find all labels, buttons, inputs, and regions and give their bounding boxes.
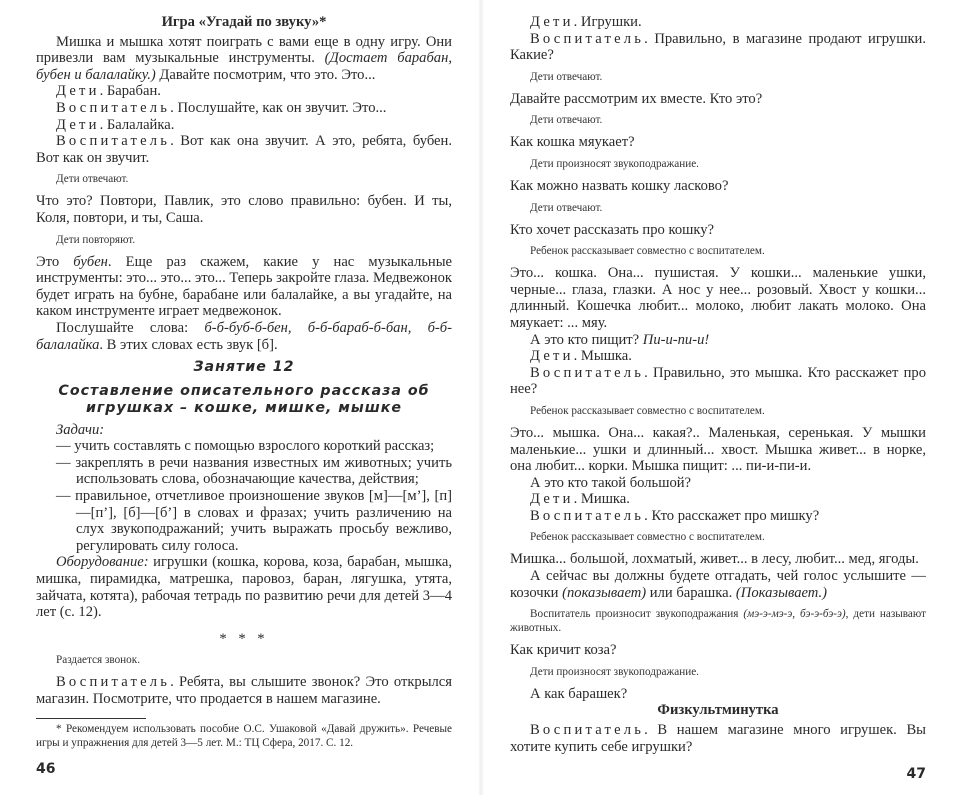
text: или барашка. [646, 584, 736, 601]
text: Ребенок рассказывает совместно с воспитателем. [530, 531, 765, 544]
paragraph [510, 348, 926, 365]
speaker-name: Дети [530, 348, 574, 365]
stage-direction [530, 665, 926, 679]
paragraph [510, 722, 926, 755]
text: — правильное, отчетливое произношение звуков [м]—[м’], [п]—[п’], [б]—[б’] в словах и фразах; учить различению на слух звукоподражаний; учить выражать просьбу вежливо, регулировать силу голоса. [56, 487, 452, 554]
stage-direction [530, 530, 926, 544]
speaker-name: Воспитатель [56, 133, 171, 150]
text: Это... кошка. Она... пушистая. У кошки... маленькие ушки, черные... глаза, глазки. А нос у нее... розовый. Хвост у кошки... длинный. Кошечка любит... молоко, любит лакать молоко. Она мяукает: ... мяу. [510, 265, 926, 331]
text: . В этих словах есть звук [б]. [99, 336, 278, 353]
section-heading [36, 14, 452, 31]
italic-text: Пи-и-пи-и! [642, 331, 710, 348]
text: Послушайте слова: [56, 319, 205, 336]
text: Игра «Угадай по звуку»* [161, 14, 327, 30]
text: . В нашем магазине много игрушек. Вы хотите купить себе игрушки? [510, 722, 926, 755]
text: Дети отвечают. [530, 201, 603, 214]
paragraph [36, 83, 452, 100]
text: А сейчас вы должны будете отгадать, чей голос услышите — козочки [510, 568, 926, 601]
italic-text: (показывает) [562, 584, 647, 601]
task-list-item [56, 455, 452, 488]
italic-text: (мэ-э-мэ-э, бэ-э-бэ-э) [743, 608, 846, 621]
paragraph [36, 100, 452, 117]
page-number-right: 47 [906, 766, 926, 783]
text: Дети отвечают. [530, 114, 603, 127]
paragraph [510, 14, 926, 31]
text: Занятие 12 [193, 359, 295, 376]
text: Как кричит коза? [510, 642, 617, 659]
text: . Барабан. [99, 83, 161, 100]
stage-direction [56, 653, 452, 667]
italic-text: Задачи: [56, 421, 105, 438]
paragraph [510, 686, 926, 703]
text: Это [36, 253, 74, 270]
speaker-name: Воспитатель [530, 507, 645, 524]
text: Как кошка мяукает? [510, 134, 635, 151]
book-gutter [478, 0, 484, 795]
paragraph [510, 425, 926, 475]
stage-direction [530, 244, 926, 258]
stage-direction [530, 70, 926, 84]
speaker-name: Дети [530, 491, 574, 508]
text: Дети произносят звукоподражание. [530, 157, 699, 170]
speaker-name: Дети [530, 14, 574, 30]
paragraph [510, 568, 926, 601]
paragraph [510, 178, 926, 195]
text: . Правильно, в магазине продают игрушки. Какие? [510, 30, 926, 64]
text: . Вот как она звучит. А это, ребята, бубен. Вот как он звучит. [36, 133, 452, 166]
text: А это кто такой большой? [530, 474, 692, 491]
speaker-name: Воспитатель [530, 364, 645, 381]
text: , дети называют животных. [510, 608, 926, 635]
text: Что это? Повтори, Павлик, это слово правильно: бубен. И ты, Коля, повтори, и ты, Саша. [36, 193, 452, 226]
stage-direction [530, 113, 926, 127]
stage-direction [56, 233, 452, 247]
paragraph [510, 475, 926, 492]
speaker-name: Дети [56, 116, 100, 133]
page-right-body [510, 14, 926, 755]
task-list-item [56, 488, 452, 554]
speaker-name: Воспитатель [530, 722, 645, 739]
text: Ребенок рассказывает совместно с воспитателем. [530, 245, 765, 258]
italic-text: (Показывает.) [735, 584, 827, 601]
paragraph [510, 222, 926, 239]
text: Дети отвечают. [56, 173, 129, 186]
stage-direction [56, 172, 452, 186]
text: Как можно назвать кошку ласково? [510, 177, 729, 194]
italic-text: б-б-буб-б-бен, б-б-бараб-б-бан, б-б-балалайка [36, 319, 452, 353]
stage-direction [530, 157, 926, 171]
paragraph [36, 320, 452, 353]
text: Воспитатель произносит звукоподражания [530, 608, 744, 621]
text: . Мышка. [573, 348, 632, 365]
paragraph [36, 193, 452, 226]
text: Дети отвечают. [530, 70, 603, 83]
text: . Игрушки. [573, 14, 642, 30]
text: Дети повторяют. [56, 233, 136, 246]
text: Это... мышка. Она... какая?.. Маленькая, серенькая. У мышки маленькие... ушки и длинный... хвост. Мышка живет... в норке, она любит... корки. Мышка пищит: ... пи-и-пи-и. [510, 424, 926, 475]
paragraph [510, 332, 926, 349]
text: Мишка и мышка хотят поиграть с вами еще в одну игру. Они привезли вам музыкальные инструменты. [36, 33, 452, 67]
paragraph [36, 674, 452, 707]
paragraph [510, 265, 926, 331]
paragraph [36, 34, 452, 84]
text: * Рекомендуем использовать пособие О.С. Ушаковой «Давай дружить». Речевые игры и упражнения для детей 3—5 лет. М.: ТЦ Сфера, 2017. С. 12. [36, 722, 452, 749]
text: Кто хочет рассказать про кошку? [510, 221, 715, 238]
text: Давайте рассмотрим их вместе. Кто это? [510, 90, 763, 107]
text: Физкультминутка [657, 702, 779, 719]
text: — закреплять в речи названия известных им животных; учить использовать слова, обозначающие качества, действия; [56, 454, 452, 488]
paragraph [510, 551, 926, 568]
text: * * * [219, 630, 269, 647]
stage-direction [530, 404, 926, 418]
text: . Еще раз скажем, какие у нас музыкальные инструменты: это... это... это... Теперь закройте глаза. Медвежонок будет играть на бубне, барабане или балалайке, а вы угадайте, на каком инструменте играет медвежонок. [36, 253, 453, 320]
text: Раздается звонок. [56, 654, 140, 667]
lesson-title [36, 359, 452, 377]
paragraph [510, 508, 926, 525]
paragraph [510, 31, 926, 64]
italic-text: Оборудование: [56, 554, 149, 571]
paragraph [36, 554, 452, 620]
text: . Ребята, вы слышите звонок? Это открылся магазин. Посмотрите, что продается в нашем магазине. [36, 674, 452, 707]
page-left-body [36, 14, 452, 750]
section-heading [510, 702, 926, 719]
text: . Кто расскажет про мишку? [644, 507, 820, 524]
separator [36, 631, 452, 648]
paragraph [36, 422, 452, 439]
text: Составление описательного рассказа об игрушках – кошке, мишке, мышке [58, 382, 430, 417]
italic-text: (Достает барабан, бубен и балалайку.) [36, 50, 452, 83]
paragraph [510, 642, 926, 659]
lesson-subtitle [36, 383, 452, 418]
text: . Балалайка. [99, 116, 175, 133]
text: . Правильно, это мышка. Кто расскажет про нее? [510, 364, 926, 398]
text: Ребенок рассказывает совместно с воспитателем. [530, 404, 765, 417]
text: Давайте посмотрим, что это. Это... [155, 66, 376, 83]
speaker-name: Воспитатель [530, 30, 645, 47]
stage-direction [530, 201, 926, 215]
paragraph [510, 491, 926, 508]
speaker-name: Дети [56, 83, 100, 100]
page-left [36, 14, 452, 778]
italic-text: бубен [73, 253, 108, 270]
paragraph [510, 365, 926, 398]
text: . Послушайте, как он звучит. Это... [170, 99, 387, 116]
text: А как барашек? [530, 685, 628, 702]
speaker-name: Воспитатель [56, 99, 171, 116]
page-number-left: 46 [36, 760, 56, 777]
paragraph [510, 134, 926, 151]
text: — учить составлять с помощью взрослого короткий рассказ; [56, 438, 435, 455]
footnote-rule [36, 718, 146, 719]
text: игрушки (кошка, корова, коза, барабан, мышка, мишка, пирамидка, матрешка, паровоз, баран, лягушка, утята, зайчата, котята), рабочая тетрадь по развитию речи для детей 3—4 лет (с. 12). [36, 554, 452, 621]
footnote [36, 722, 452, 750]
text: А это кто пищит? [530, 331, 643, 348]
stage-direction [510, 607, 926, 635]
paragraph [36, 254, 452, 320]
text: Дети произносят звукоподражание. [530, 665, 699, 678]
paragraph [510, 91, 926, 108]
task-list-item [56, 438, 452, 455]
paragraph [36, 133, 452, 166]
text: Мишка... большой, лохматый, живет... в лесу, любит... мед, ягоды. [510, 551, 919, 568]
paragraph [36, 117, 452, 134]
speaker-name: Воспитатель [56, 674, 171, 691]
page-right [510, 14, 926, 783]
text: . Мишка. [573, 491, 630, 508]
